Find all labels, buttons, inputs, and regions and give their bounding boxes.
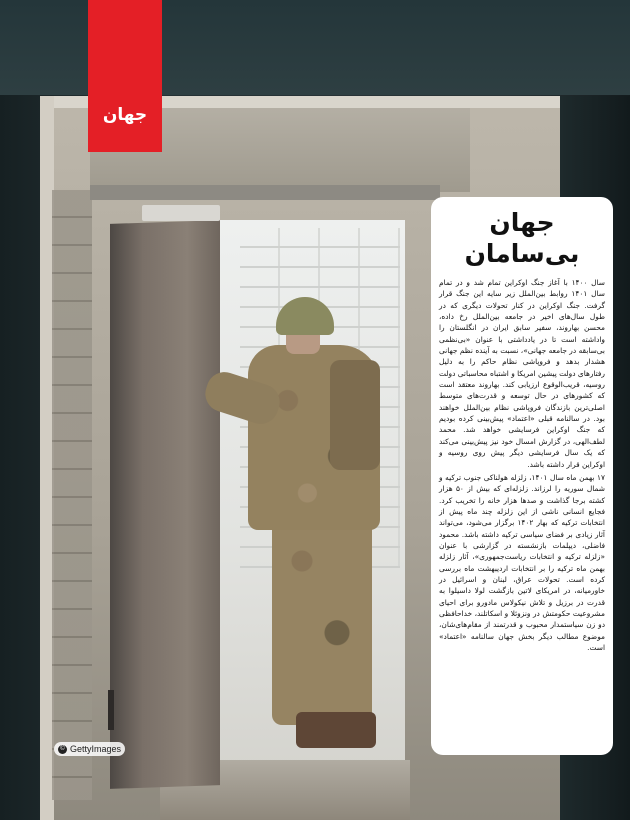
getty-logo-icon: © <box>58 745 67 754</box>
article-title-line1: جهان <box>489 208 555 237</box>
photo-door-closer <box>142 205 220 221</box>
photo-credit-text: GettyImages <box>70 744 122 754</box>
photo-credit <box>54 742 125 756</box>
photo-brick-column <box>52 190 92 800</box>
photo-inner-frame <box>90 185 440 200</box>
article-title-line2: بی‌سامان <box>464 239 580 268</box>
section-label: جهان <box>102 105 148 125</box>
photo-soldier-vest <box>330 360 380 470</box>
article-paragraph-1: سال ۱۴۰۰ با آغاز جنگ اوکراین تمام شد و در تمام سال ۱۴۰۱ روابط بین‌الملل زیر سایه این جنگ قرار گرفت. جنگ اوکراین در کنار تحولات دیگری که در طول سال‌های اخیر در جامعه بین‌الملل رخ داده، محسن بهاروند، سفیر سابق ایران در انگلستان را واداشته است تا در یادداشتی با عنوان «بی‌نظمی بی‌سابقه در جامعه جهانی»، نسبت به آینده نظم جهانی هشدار بدهد و فروپاشی نظام حاکم را به دلیل رفتارهای دولت پیشین امریکا و اشتباه محاسباتی دولت روسیه، قریب‌الوقوع ارزیابی کند. بهاروند معتقد است که کشورهای در حال توسعه و قدرت‌های متوسط اصلی‌ترین بازندگان فروپاشی نظام بین‌الملل خواهند بود. در سالنامه قبلی «اعتماد» پیش‌بینی کرده بودیم که جنگ اوکراین فرسایشی خواهد شد. محمد لطف‌الهی، در گزارش امسال خود نیز پیش‌بینی می‌کند که یک سال فرسایشی دیگر پیش روی روسیه و اوکراین قرار داشته باشد. <box>439 278 605 469</box>
article-paragraph-2: ۱۷ بهمن ماه سال ۱۴۰۱، زلزله هولناکی جنوب ترکیه و شمال سوریه را لرزاند. زلزله‌ای که بیش از ۵۰ هزار کشته برجا گذاشت و صدها هزار خانه را تخریب کرد. فجایع انسانی ناشی از این زلزله چند ماه پیش از انتخابات ترکیه که بهار ۱۴۰۲ برگزار می‌شود، می‌تواند آثار زیادی بر فضای سیاسی ترکیه داشته باشد. محمود فاضلی، دیپلمات بازنشسته در گزارشی با عنوان «زلزله ترکیه و انتخابات ریاست‌جمهوری»، آثار زلزله بهمن ماه ترکیه را بر انتخابات اردیبهشت ماه بررسی کرده است. تحولات عراق، لبنان و اسرائیل در خاورمیانه، در امریکای لاتین بازگشت لولا داسیلوا به قدرت در برزیل و تلاش نیکولاس مادورو برای احیای مشروعیت حکومتش در ونزوئلا و اسکاتلند، خداحافظی دو زن سیاستمدار محبوب و قدرتمند از مقام‌های‌شان، موضوع مطالب دیگر بخش جهان سالنامه «اعتماد» است. <box>439 472 605 652</box>
article-panel <box>431 197 613 755</box>
article-title <box>439 207 605 269</box>
section-tab <box>88 0 162 152</box>
photo-soldier-boots <box>296 712 376 748</box>
photo-door <box>110 220 220 789</box>
photo-door-hinge <box>108 690 114 730</box>
photo-soldier-legs <box>272 520 372 725</box>
